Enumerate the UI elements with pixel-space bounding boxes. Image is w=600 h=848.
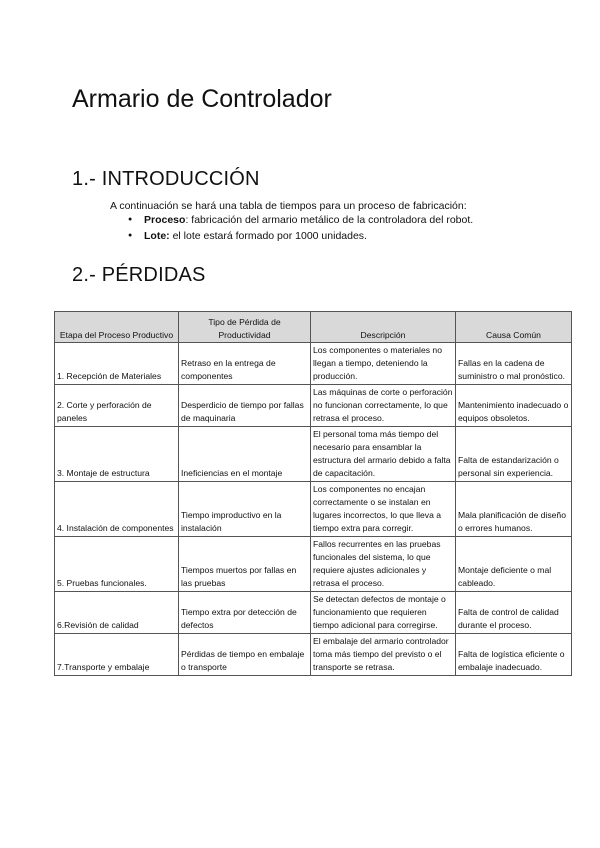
bullet-item-process [128,212,473,228]
column-header-loss-type: Tipo de Pérdida de Productividad [179,312,311,343]
cell-stage: 4. Instalación de componentes [55,482,179,537]
cell-stage: 2. Corte y perforación de paneles [55,385,179,427]
introduction-heading: 1.- INTRODUCCIÓN [72,168,260,190]
cell-loss: Tiempo improductivo en la instalación [179,482,311,537]
table-row [55,537,572,592]
table-row [55,427,572,482]
column-header-description: Descripción [311,312,456,343]
cell-description: Los componentes o materiales no llegan a tiempo, deteniendo la producción. [311,343,456,385]
losses-heading: 2.- PÉRDIDAS [72,264,206,286]
cell-loss: Desperdicio de tiempo por fallas de maquinaria [179,385,311,427]
cell-loss: Pérdidas de tiempo en embalaje o transporte [179,634,311,676]
table-row [55,592,572,634]
page-title: Armario de Controlador [72,85,332,113]
bullet-item-lot [128,228,473,244]
bullet-label: Lote: [144,230,170,242]
cell-cause: Montaje deficiente o mal cableado. [456,537,572,592]
cell-stage: 6.Revisión de calidad [55,592,179,634]
cell-cause: Falta de control de calidad durante el proceso. [456,592,572,634]
column-header-cause: Causa Común [456,312,572,343]
cell-cause: Fallas en la cadena de suministro o mal pronóstico. [456,343,572,385]
cell-loss: Tiempos muertos por fallas en las pruebas [179,537,311,592]
table-row [55,343,572,385]
cell-stage: 7.Transporte y embalaje [55,634,179,676]
cell-description: Fallos recurrentes en las pruebas funcionales del sistema, lo que requiere ajustes adicionales y retrasa el proceso. [311,537,456,592]
cell-stage: 5. Pruebas funcionales. [55,537,179,592]
table-row [55,385,572,427]
cell-description: Las máquinas de corte o perforación no funcionan correctamente, lo que retrasa el proceso. [311,385,456,427]
introduction-bullet-list [128,212,473,244]
cell-cause: Mantenimiento inadecuado o equipos obsoletos. [456,385,572,427]
column-header-stage: Etapa del Proceso Productivo [55,312,179,343]
table-row [55,482,572,537]
cell-description: Se detectan defectos de montaje o funcionamiento que requieren tiempo adicional para corregirse. [311,592,456,634]
cell-loss: Tiempo extra por detección de defectos [179,592,311,634]
bullet-text: el lote estará formado por 1000 unidades. [169,230,367,242]
cell-loss: Retraso en la entrega de componentes [179,343,311,385]
cell-description: El personal toma más tiempo del necesario para ensamblar la estructura del armario debido a falta de capacitación. [311,427,456,482]
table-row [55,634,572,676]
losses-table [54,311,572,676]
cell-cause: Falta de logística eficiente o embalaje inadecuado. [456,634,572,676]
cell-description: El embalaje del armario controlador toma más tiempo del previsto o el transporte se retrasa. [311,634,456,676]
cell-cause: Mala planificación de diseño o errores humanos. [456,482,572,537]
cell-loss: Ineficiencias en el montaje [179,427,311,482]
bullet-text: : fabricación del armario metálico de la controladora del robot. [185,214,474,226]
cell-stage: 3. Montaje de estructura [55,427,179,482]
introduction-text: A continuación se hará una tabla de tiempos para un proceso de fabricación: [110,200,467,212]
bullet-label: Proceso [144,214,186,226]
cell-stage: 1. Recepción de Materiales [55,343,179,385]
cell-cause: Falta de estandarización o personal sin experiencia. [456,427,572,482]
cell-description: Los componentes no encajan correctamente o se instalan en lugares incorrectos, lo que lleva a tiempo extra para corregir. [311,482,456,537]
table-header-row [55,312,572,343]
